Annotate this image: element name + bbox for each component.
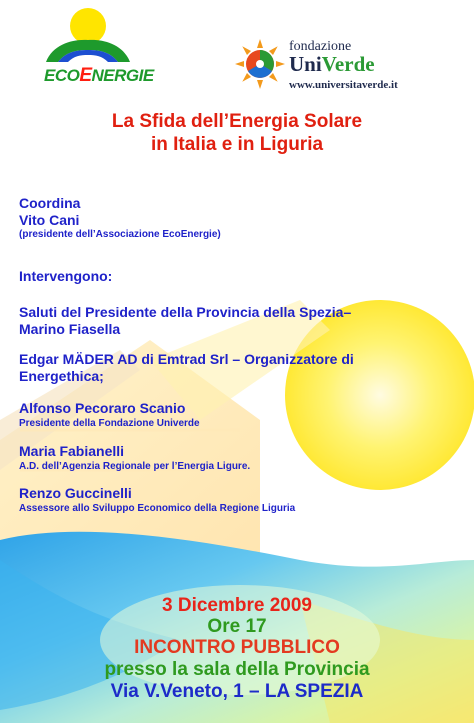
univerde-fondazione-label: fondazione [289, 39, 352, 54]
coordina-name: Vito Cani [19, 212, 80, 228]
univerde-wordmark: UniVerde [289, 52, 375, 76]
coordina-label: Coordina [19, 195, 81, 211]
event-venue: presso la sala della Provincia [104, 659, 370, 680]
page-title [0, 110, 474, 156]
speaker-fiasella [19, 304, 351, 338]
speaker-fiasella-line-2: Marino Fiasella [19, 321, 121, 337]
speaker-pecoraro-name: Alfonso Pecoraro Scanio [19, 400, 186, 416]
ecoenergie-wordmark: ECOENERGIE [44, 65, 154, 86]
speaker-fiasella-line-1: Saluti del Presidente della Provincia della Spezia– [19, 304, 352, 320]
speaker-mader [19, 351, 354, 385]
event-time: Ore 17 [207, 616, 267, 637]
event-type: INCONTRO PUBBLICO [134, 637, 340, 658]
intervengono-label: Intervengono: [19, 268, 113, 284]
speaker-fabianelli-role: A.D. dell’Agenzia Regionale per l’Energia Ligure. [19, 461, 251, 472]
title-line-2: in Italia e in Liguria [150, 134, 324, 155]
event-address: Via V.Veneto, 1 – LA SPEZIA [110, 681, 364, 702]
speaker-mader-line-1: Edgar MÄDER AD di Emtrad Srl – Organizzatore di [19, 351, 354, 367]
speaker-guccinelli-role: Assessore allo Sviluppo Economico della Regione Liguria [19, 503, 296, 514]
coordina-role: (presidente dell’Associazione EcoEnergie) [19, 229, 221, 240]
speaker-fabianelli-name: Maria Fabianelli [19, 443, 125, 459]
univerde-url: www.universitaverde.it [289, 79, 398, 91]
title-line-1: La Sfida dell’Energia Solare [111, 111, 363, 132]
univerde-logo-icon [234, 38, 286, 90]
speaker-mader-line-2: Energethica; [19, 368, 104, 384]
speaker-pecoraro-role: Presidente della Fondazione Univerde [19, 418, 200, 429]
ecoenergie-logo [38, 4, 148, 68]
speaker-guccinelli-name: Renzo Guccinelli [19, 485, 132, 501]
event-date: 3 Dicembre 2009 [162, 595, 312, 616]
